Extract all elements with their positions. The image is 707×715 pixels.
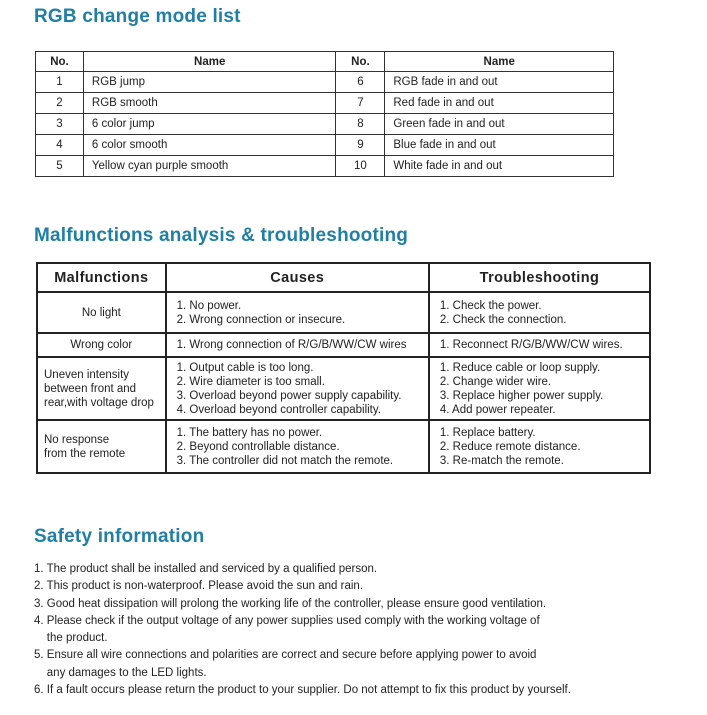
mode-number-cell: 10	[336, 156, 385, 177]
mode-name-cell: 6 color jump	[83, 114, 336, 135]
malfunction-cell	[37, 420, 166, 473]
safety-item: 3. Good heat dissipation will prolong the working life of the controller, please ensure good ventilation.	[34, 597, 547, 610]
cell-line: 2. Check the connection.	[439, 313, 567, 326]
mode-number-cell: 8	[336, 114, 385, 135]
safety-item: any damages to the LED lights.	[34, 666, 207, 679]
mode-name-cell: RGB jump	[83, 72, 336, 93]
cell-line: 2. Wire diameter is too small.	[176, 375, 325, 388]
cell-line: 1. Replace battery.	[439, 426, 536, 439]
mode-number-cell: 1	[36, 72, 84, 93]
malfunction-title: Malfunctions analysis & troubleshooting	[34, 225, 409, 246]
cell-line: 3. Re-match the remote.	[439, 454, 564, 467]
column-header: No.	[36, 52, 84, 72]
table-row	[37, 420, 650, 473]
safety-list	[34, 561, 674, 699]
mode-name-cell: Blue fade in and out	[385, 135, 614, 156]
causes-cell	[166, 357, 429, 420]
safety-item: 4. Please check if the output voltage of any power supplies used comply with the working voltage of	[34, 614, 540, 627]
cell-line: Uneven intensity	[44, 368, 130, 381]
mode-number-cell: 4	[36, 135, 84, 156]
troubleshooting-cell	[429, 420, 650, 473]
mode-number-cell: 9	[336, 135, 385, 156]
mode-number-cell: 7	[336, 93, 385, 114]
cell-line: 3. The controller did not match the remote.	[176, 454, 394, 467]
safety-item: 2. This product is non-waterproof. Please avoid the sun and rain.	[34, 580, 364, 593]
column-header: Causes	[166, 263, 429, 292]
table-row	[36, 93, 614, 114]
mode-number-cell: 2	[36, 93, 84, 114]
table-row	[37, 292, 650, 333]
troubleshooting-cell	[429, 333, 650, 357]
mode-number-cell: 6	[336, 72, 385, 93]
mode-name-cell: Green fade in and out	[385, 114, 614, 135]
mode-name-cell: Red fade in and out	[385, 93, 614, 114]
cell-line: 3. Replace higher power supply.	[439, 389, 604, 402]
cell-line: 1. The battery has no power.	[176, 426, 323, 439]
cell-line: Wrong color	[70, 339, 133, 351]
mode-name-cell: Yellow cyan purple smooth	[83, 156, 336, 177]
malfunction-table	[36, 262, 651, 474]
table-row	[36, 156, 614, 177]
malfunction-cell	[37, 333, 166, 357]
cell-line: 1. Output cable is too long.	[176, 361, 314, 374]
table-row	[36, 114, 614, 135]
safety-item: 1. The product shall be installed and serviced by a qualified person.	[34, 563, 378, 575]
mode-name-cell: White fade in and out	[385, 156, 614, 177]
safety-item: 5. Ensure all wire connections and polarities are correct and secure before applying power to avoid	[34, 649, 537, 662]
cell-line: 2. Wrong connection or insecure.	[176, 313, 346, 326]
malfunction-cell	[37, 292, 166, 333]
mode-number-cell: 3	[36, 114, 84, 135]
table-header-row	[37, 263, 650, 292]
cell-line: rear,with voltage drop	[44, 396, 154, 409]
cell-line: 3. Overload beyond power supply capability.	[176, 389, 402, 402]
table-row	[37, 333, 650, 357]
cell-line: 1. Wrong connection of R/G/B/WW/CW wires	[176, 339, 407, 351]
cell-line: 2. Change wider wire.	[439, 375, 552, 388]
table-header-row	[36, 52, 614, 72]
mode-list-table	[35, 51, 614, 177]
malfunction-cell	[37, 357, 166, 420]
troubleshooting-cell	[429, 292, 650, 333]
safety-title: Safety information	[34, 526, 205, 547]
safety-item: the product.	[34, 632, 108, 645]
cell-line: 1. Reconnect R/G/B/WW/CW wires.	[439, 339, 623, 351]
mode-list-title: RGB change mode list	[34, 6, 241, 27]
safety-item: 6. If a fault occurs please return the product to your supplier. Do not attempt to fix this product by yourself.	[34, 684, 571, 697]
causes-cell	[166, 420, 429, 473]
causes-cell	[166, 292, 429, 333]
cell-line: 2. Beyond controllable distance.	[176, 440, 340, 453]
cell-line: No light	[81, 306, 121, 319]
mode-number-cell: 5	[36, 156, 84, 177]
table-row	[36, 72, 614, 93]
table-row	[36, 135, 614, 156]
column-header: Malfunctions	[37, 263, 166, 292]
mode-name-cell: RGB smooth	[83, 93, 336, 114]
mode-name-cell: 6 color smooth	[83, 135, 336, 156]
table-row	[37, 357, 650, 420]
column-header: Name	[385, 52, 614, 72]
cell-line: 1. Check the power.	[439, 299, 542, 312]
mode-name-cell: RGB fade in and out	[385, 72, 614, 93]
column-header: Troubleshooting	[429, 263, 650, 292]
cell-line: 2. Reduce remote distance.	[439, 440, 581, 453]
cell-line: from the remote	[44, 447, 126, 460]
column-header: Name	[83, 52, 336, 72]
column-header: No.	[336, 52, 385, 72]
cell-line: 4. Add power repeater.	[439, 403, 556, 416]
cell-line: 4. Overload beyond controller capability.	[176, 403, 381, 416]
cell-line: between front and	[44, 382, 137, 395]
cell-line: 1. No power.	[176, 299, 242, 312]
causes-cell	[166, 333, 429, 357]
cell-line: No response	[44, 433, 110, 446]
cell-line: 1. Reduce cable or loop supply.	[439, 361, 601, 374]
troubleshooting-cell	[429, 357, 650, 420]
